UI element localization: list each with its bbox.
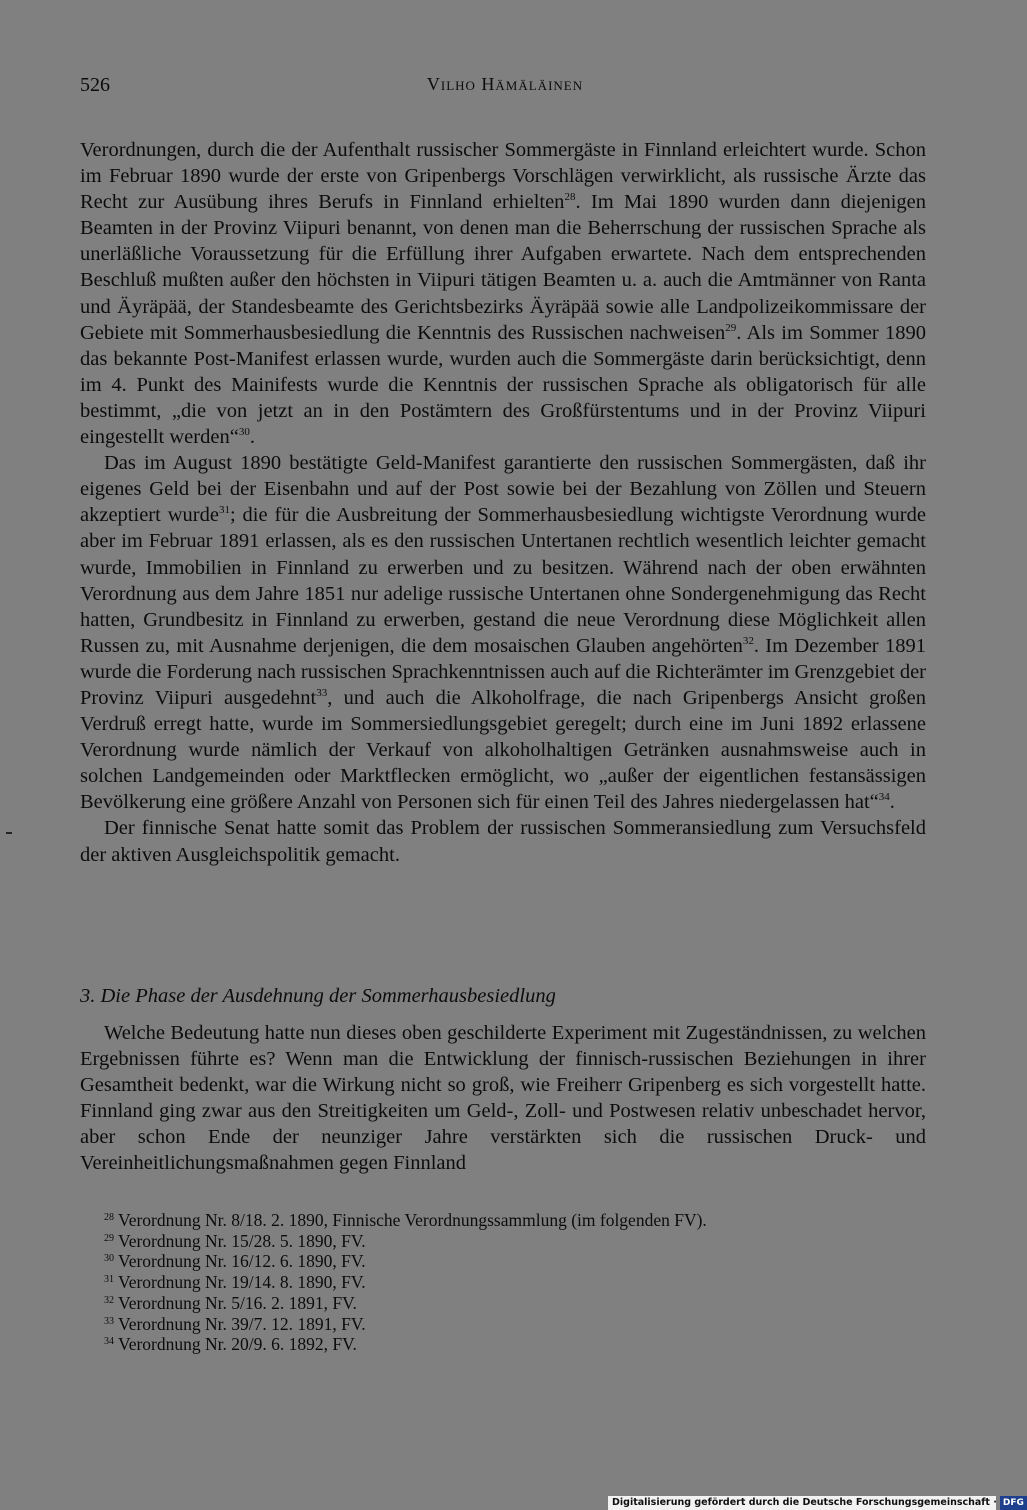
section-paragraph: Welche Bedeutung hatte nun dieses oben geschilderte Experiment mit Zugeständnissen, zu welchen Ergebnissen führte es? Wenn man die Entwicklung der finnisch-russischen Beziehungen in ihrer Gesamtheit bedenkt, war die Wirkung nicht so groß, wie Freiherr Gripenberg es sich vorgestellt hatte. Finnland ging zwar aus den Streitigkeiten um Geld-, Zoll- und Postwesen relativ unbeschadet hervor, aber schon Ende der neunziger Jahre verstärkten sich die russischen Druck- und Vereinheitlichungsmaßnahmen gegen Finnland bbox=[80, 1022, 926, 1175]
paragraph-3: Der finnische Senat hatte somit das Problem der russischen Sommeransiedlung zum Versuchsfeld der aktiven Ausgleichspolitik gemacht. bbox=[80, 817, 926, 866]
footnote-33: $^{33}$ Verordnung Nr. 39/7. 12. 1891, FV. bbox=[104, 1313, 366, 1334]
page-number: 526 bbox=[80, 74, 110, 96]
section-heading: 3. Die Phase der Ausdehnung der Sommerhausbesiedlung bbox=[80, 985, 556, 1007]
footnote-34: $^{34}$ Verordnung Nr. 20/9. 6. 1892, FV. bbox=[104, 1334, 357, 1355]
footnote-30: $^{30}$ Verordnung Nr. 16/12. 6. 1890, FV. bbox=[104, 1251, 366, 1272]
running-head-author: Vilho Hämäläinen bbox=[426, 74, 584, 94]
footnote-32: $^{32}$ Verordnung Nr. 5/16. 2. 1891, FV. bbox=[104, 1292, 357, 1313]
dfg-logo-icon: DFG bbox=[1000, 1496, 1027, 1510]
dfg-banner bbox=[608, 1496, 1024, 1510]
dfg-banner-text: Digitalisierung gefördert durch die Deutsche Forschungsgemeinschaft · bbox=[612, 1497, 997, 1508]
paragraph-2: Das im August 1890 bestätigte Geld-Manifest garantierte den russischen Sommergästen, daß ihr eigenes Geld bei der Eisenbahn und auf der Post sowie bei der Bezahlung von Zöllen und Steuern akzeptiert wurde$^{31}$; die für die Ausbreitung der Sommerhausbesiedlung wichtigste Verordnung wurde aber im Februar 1891 erlassen, als es den russischen Untertanen rechtlich wesentlich leichter gemacht wurde, Immobilien in Finnland zu erwerben und zu besitzen. Während nach der oben erwähnten Verordnung aus dem Jahre 1851 nur adelige russische Untertanen ohne Sondergenehmigung das Recht hatten, Grundbesitz in Finnland zu erwerben, gestand die neue Verordnung diese Möglichkeit allen Russen zu, mit Ausnahme derjenigen, die dem mosaischen Glauben angehörten$^{32}$. Im Dezember 1891 wurde die Forderung nach russischen Sprachkenntnissen auch auf die Richterämter im Grenzgebiet der Provinz Viipuri ausgedehnt$^{33}$, und auch die Alkoholfrage, die nach Gripenbergs Ansicht großen Verdruß erregt hatte, wurde im Sommersiedlungsgebiet geregelt; durch eine im Juni 1892 erlassene Verordnung wurde nämlich der Verkauf von alkoholhaltigen Getränken ausnahmsweise auch in solchen Landgemeinden oder Marktflecken ermöglicht, wo „außer der eigentlichen festansässigen Bevölkerung eine größere Anzahl von Personen sich für einen Teil des Jahres niedergelassen hat“$^{34}$. bbox=[80, 452, 926, 814]
margin-mark bbox=[6, 832, 12, 834]
footnote-ref: 31 bbox=[218, 504, 230, 517]
footnote-ref: 34 bbox=[878, 791, 890, 804]
footnote-29: $^{29}$ Verordnung Nr. 15/28. 5. 1890, FV. bbox=[104, 1230, 366, 1251]
footnote-31: $^{31}$ Verordnung Nr. 19/14. 8. 1890, FV. bbox=[104, 1272, 366, 1293]
section-text bbox=[80, 1020, 926, 1177]
paragraph-1: Verordnungen, durch die der Aufenthalt russischer Sommergäste in Finnland erleichtert wurde. Schon im Februar 1890 wurde der erste von Gripenbergs Vorschlägen verwirklicht, als russische Ärzte das Recht zur Ausübung ihres Berufs in Finnland erhielten$^{28}$. Im Mai 1890 wurden dann diejenigen Beamten in der Provinz Viipuri benannt, von denen man die Beherrschung der russischen Sprache als unerläßliche Voraussetzung für die Erfüllung ihrer Aufgaben erwartete. Nach dem entsprechenden Beschluß mußten außer den höchsten in Viipuri tätigen Beamten u. a. auch die Amtmänner von Ranta und Äyräpää, der Standesbeamte des Gerichtsbezirks Äyräpää sowie alle Landpolizeikommissare der Gebiete mit Sommerhausbesiedlung die Kenntnis des Russischen nachweisen$^{29}$. Als im Sommer 1890 das bekannte Post-Manifest erlassen wurde, wurden auch die Sommergäste darin berücksichtigt, denn im 4. Punkt des Mainifests wurde die Kenntnis der russischen Sprache als obligatorisch für alle bestimmt, „die von jetzt an in den Postämtern des Großfürstentums und in der Provinz Viipuri eingestellt werden“$^{30}$. bbox=[80, 139, 926, 449]
page-header bbox=[80, 74, 930, 104]
body-text bbox=[80, 137, 926, 868]
footnote-ref: 30 bbox=[238, 426, 250, 439]
footnote-ref: 28 bbox=[564, 191, 576, 204]
footnote-ref: 32 bbox=[742, 634, 754, 647]
footnote-ref: 29 bbox=[725, 321, 737, 334]
footnotes bbox=[104, 1210, 924, 1355]
footnote-28: $^{28}$ Verordnung Nr. 8/18. 2. 1890, Finnische Verordnungssammlung (im folgenden FV). bbox=[104, 1210, 707, 1230]
footnote-ref: 33 bbox=[316, 686, 328, 699]
